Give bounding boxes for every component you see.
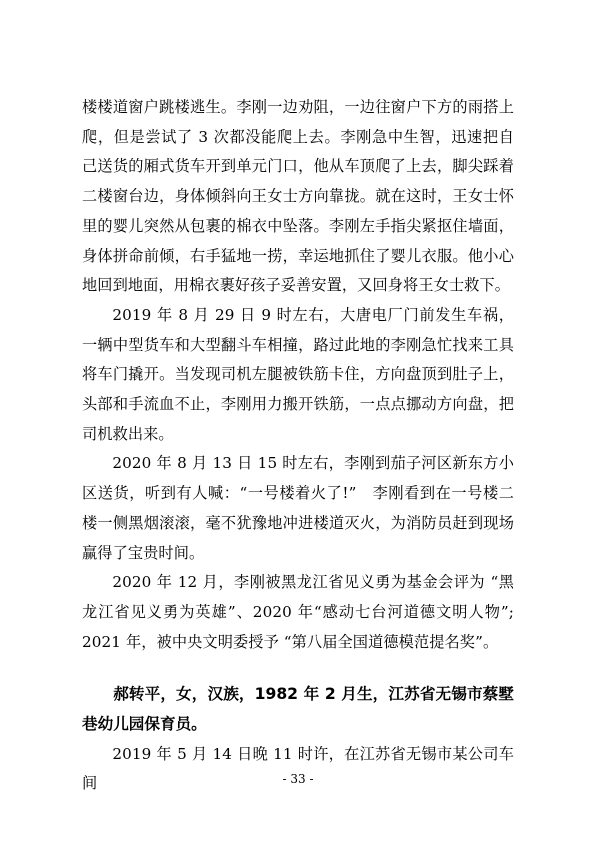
paragraph-awards: 2020 年 12 月，李刚被黑龙江省见义勇为基金会评为 “黑龙江省见义勇为英雄”、2020 年“感动七台河道德文明人物”; 2021 年，被中央文明委授予 “第八届全国道德模范提名奖”。 xyxy=(82,573,514,651)
paragraph-next-story: 2019 年 5 月 14 日晚 11 时许，在江苏省无锡市某公司车间 xyxy=(82,744,514,793)
section-heading: 郝转平，女，汉族，1982 年 2 月生，江苏省无锡市蔡墅巷幼儿园保育员。 xyxy=(82,685,514,734)
paragraph-car-accident: 2019 年 8 月 29 日 9 时左右，大唐电厂门前发生车祸，一辆中型货车和大型翻斗车相撞，路过此地的李刚急忙找来工具将车门撬开。当发现司机左腿被铁筋卡住，方向盘顶到肚子上，头部和手流血不止，李刚用力搬开铁筋，一点点挪动方向盘，把司机救出来。 xyxy=(82,305,514,443)
paragraph-rescue-baby: 楼楼道窗户跳楼逃生。李刚一边劝阻，一边往窗户下方的雨搭上爬，但是尝试了 3 次都没能爬上去。李刚急中生智，迅速把自己送货的厢式货车开到单元门口，他从车顶爬了上去，脚尖踩着二楼窗台边，身体倾斜向王女士方向靠拢。就在这时，王女士怀里的婴儿突然从包裹的棉衣中坠落。李刚左手指尖紧抠住墙面，身体拼命前倾，右手猛地一捞，幸运地抓住了婴儿衣服。他小心地回到地面，用棉衣裹好孩子妥善安置，又回身将王女士救下。 xyxy=(82,98,514,295)
paragraph-fire: 2020 年 8 月 13 日 15 时左右，李刚到茄子河区新东方小区送货，听到有人喊：“一号楼着火了!” 李刚看到在一号楼二楼一侧黑烟滚滚，毫不犹豫地冲进楼道灭火，为消防员赶到现场赢得了宝贵时间。 xyxy=(82,454,514,562)
page-number: - 33 - xyxy=(282,772,314,786)
document-body xyxy=(82,93,514,799)
